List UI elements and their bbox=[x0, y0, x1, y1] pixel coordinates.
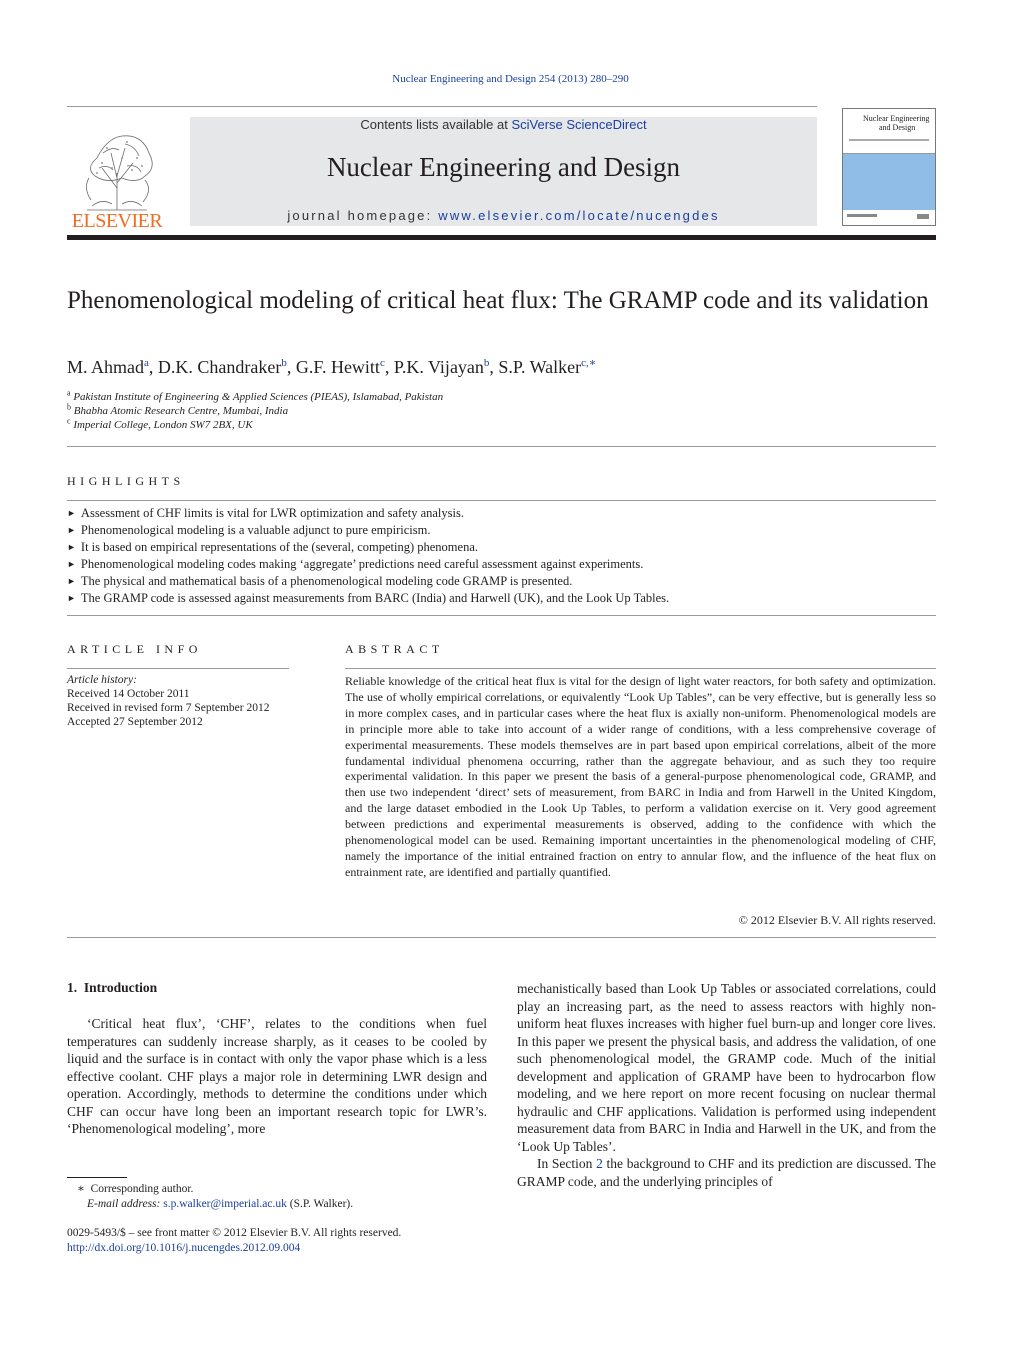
abstract-rule bbox=[345, 668, 936, 669]
email-link[interactable]: s.p.walker@imperial.ac.uk bbox=[163, 1197, 287, 1210]
author-separator: , bbox=[148, 357, 158, 377]
email-suffix: (S.P. Walker). bbox=[286, 1197, 354, 1210]
affiliations-divider bbox=[67, 446, 936, 447]
corresponding-author-label: Corresponding author. bbox=[90, 1183, 194, 1195]
highlight-item: ► It is based on empirical representations of the (several, competing) phenomena. bbox=[67, 539, 936, 556]
top-divider bbox=[67, 106, 817, 107]
affiliation-item bbox=[67, 404, 936, 418]
affiliation-item bbox=[67, 418, 936, 432]
author-affil-sup[interactable]: b bbox=[483, 357, 490, 369]
footnote-rule bbox=[67, 1177, 127, 1178]
header-thick-rule bbox=[67, 235, 936, 240]
affiliation-sup: a bbox=[67, 388, 71, 398]
intro-paragraph bbox=[517, 1155, 936, 1190]
affiliation-text: Bhabha Atomic Research Centre, Mumbai, India bbox=[73, 405, 289, 417]
journal-reference-link[interactable]: Nuclear Engineering and Design 254 (2013) 280–290 bbox=[392, 73, 629, 85]
email-label: E-mail address: bbox=[87, 1197, 164, 1210]
cover-title-line2: and Design bbox=[879, 123, 916, 132]
introduction-left-column: ‘Critical heat flux’, ‘CHF’, relates to the conditions when fuel temperatures can suddenly increase sharply, as it ceases to be cooled by liquid and the surface is in contact with only the vapor phase which is a less effective coolant. CHF plays a major role in determining LWR design and operation. Accordingly, methods to determine the conditions under which CHF can occur have long been an important research topic for LWR’s. ‘Phenomenological modeling’, more bbox=[67, 1016, 487, 1136]
article-history bbox=[67, 673, 292, 729]
contents-prefix: Contents lists available at bbox=[360, 117, 512, 132]
abstract-body: Reliable knowledge of the critical heat flux is vital for the design of light water reactors, for both safety and optimization. The use of wholly empirical correlations, or equivalently “Look Up Tables”, can be very effective, but is generally less so in more complex cases, and in particular cases where the heat flux is axially non-uniform. Phenomenological models are in principle more able to take into account of a wider range of conditions, with a less comprehensive coverage of experimental measurements. These models themselves are in part based upon empirical correlations, albeit of the more fundamental individual phenomena occurring, rather than the aggregate behaviour, and as such they too require experimental validation. In this paper we present the basis of a general-purpose phenomenological code, GRAMP, and then use two independent ‘direct’ sets of measurement, from BARC in India and from Harwell in the United Kingdom, and the large dataset embodied in the Look Up Tables, to perform a validation exercise on it. Very good agreement between predictions and experimental measurements is observed, adding to the confidence with which the phenomenological model can be used. Remaining important uncertainties in the phenomenological modeling of CHF, namely the importance of the initial entrained fraction on entry to annular flow, and the influence of the heat flux on entrainment rate, are identified and partially quantified. bbox=[345, 674, 936, 879]
footnote-marker: ∗ bbox=[77, 1183, 85, 1195]
cover-logo-mark bbox=[917, 214, 929, 219]
intro-text: the background to CHF and its prediction are discussed. The GRAMP code, and the underlying principles of bbox=[517, 1156, 936, 1189]
highlight-item: ► Phenomenological modeling codes making ‘aggregate’ predictions need careful assessment against experiments. bbox=[67, 556, 936, 573]
intro-paragraph: mechanistically based than Look Up Tables or associated correlations, could play an increasing part, as the need to assess reactors with highly non-uniform heat fluxes increases with higher fuel burn-up and longer core lives. In this paper we present the physical basis, and address the validation, of one such phenomenological model, the GRAMP code. Much of the initial development and application of GRAMP have been to hydrocarbon flow modeling, and we here report on more recent focusing on nuclear thermal hydraulic and CHF applications. Validation is performed using independent measurement data from BARC in India and Harwell in the UK, and from the ‘Look Up Tables’. bbox=[517, 981, 936, 1154]
section-heading-introduction bbox=[67, 980, 157, 996]
highlights-heading: HIGHLIGHTS bbox=[67, 474, 185, 488]
revised-date: Received in revised form 7 September 2012 bbox=[67, 702, 270, 714]
journal-name: Nuclear Engineering and Design bbox=[326, 152, 681, 182]
author-separator: , bbox=[286, 357, 296, 377]
email-line bbox=[67, 1197, 487, 1212]
affiliation-text: Pakistan Institute of Engineering & Applied Sciences (PIEAS), Islamabad, Pakistan bbox=[73, 391, 444, 403]
section-number: 1. bbox=[67, 980, 78, 995]
author-affil-sup[interactable]: b bbox=[281, 357, 287, 369]
cover-art bbox=[843, 154, 935, 210]
highlight-item: ► The GRAMP code is assessed against measurements from BARC (India) and Harwell (UK), and the Look Up Tables. bbox=[67, 590, 936, 607]
abstract-copyright: © 2012 Elsevier B.V. All rights reserved. bbox=[738, 913, 936, 927]
cover-publisher-mark bbox=[847, 214, 877, 217]
corresponding-author-line bbox=[67, 1182, 487, 1197]
author-name[interactable]: D.K. Chandraker bbox=[157, 357, 282, 377]
author-name[interactable]: S.P. Walker bbox=[498, 357, 582, 377]
homepage-url-link[interactable]: www.elsevier.com/locate/nucengdes bbox=[438, 208, 720, 223]
affiliation-list bbox=[67, 390, 936, 432]
homepage-prefix: journal homepage: bbox=[287, 208, 439, 223]
affiliation-sup: c bbox=[67, 416, 71, 426]
elsevier-wordmark: ELSEVIER bbox=[71, 210, 163, 232]
affiliation-sup: b bbox=[67, 402, 71, 412]
introduction-right-column bbox=[517, 980, 936, 1190]
journal-homepage-line bbox=[190, 208, 817, 223]
author-name[interactable]: G.F. Hewitt bbox=[295, 357, 380, 377]
highlights-list bbox=[67, 505, 936, 607]
section-title: Introduction bbox=[83, 980, 158, 995]
front-matter bbox=[67, 1226, 487, 1255]
author-affil-sup[interactable]: c,∗ bbox=[581, 357, 597, 369]
intro-text: In Section bbox=[537, 1156, 597, 1171]
author-separator: , bbox=[489, 357, 499, 377]
cover-subtitle-bar bbox=[849, 139, 929, 141]
corresponding-author-footnote bbox=[67, 1182, 487, 1211]
highlight-item: ► Phenomenological modeling is a valuable adjunct to pure empiricism. bbox=[67, 522, 936, 539]
sciencedirect-link[interactable]: SciVerse ScienceDirect bbox=[511, 117, 647, 132]
highlight-item: ► Assessment of CHF limits is vital for LWR optimization and safety analysis. bbox=[67, 505, 936, 522]
affiliation-item bbox=[67, 390, 936, 404]
author-name[interactable]: P.K. Vijayan bbox=[393, 357, 484, 377]
affiliation-text: Imperial College, London SW7 2BX, UK bbox=[73, 419, 253, 431]
received-date: Received 14 October 2011 bbox=[67, 688, 190, 700]
abstract-bottom-rule bbox=[67, 937, 936, 938]
cover-footer bbox=[843, 210, 935, 225]
author-separator: , bbox=[384, 357, 394, 377]
cover-title-line1: Nuclear Engineering bbox=[863, 114, 930, 123]
article-title: Phenomenological modeling of critical heat flux: The GRAMP code and its validation bbox=[67, 287, 929, 314]
article-history-label: Article history: bbox=[67, 674, 137, 686]
abstract-heading: ABSTRACT bbox=[345, 642, 444, 656]
contents-line bbox=[190, 117, 817, 132]
highlights-bottom-rule bbox=[67, 615, 936, 616]
article-info-heading: ARTICLE INFO bbox=[67, 642, 202, 656]
author-affil-sup[interactable]: c bbox=[379, 357, 385, 369]
author-affil-sup[interactable]: a bbox=[144, 357, 149, 369]
section-2-link[interactable]: 2 bbox=[596, 1156, 603, 1171]
highlight-item: ► The physical and mathematical basis of a phenomenological modeling code GRAMP is presented. bbox=[67, 573, 936, 590]
article-info-rule bbox=[67, 668, 289, 669]
author-list bbox=[67, 357, 936, 378]
cover-top bbox=[843, 109, 935, 154]
journal-cover-thumbnail bbox=[842, 108, 936, 226]
doi-link[interactable]: http://dx.doi.org/10.1016/j.nucengdes.2012.09.004 bbox=[67, 1241, 301, 1254]
highlights-rule bbox=[67, 500, 936, 501]
issn-line: 0029-5493/$ – see front matter © 2012 Elsevier B.V. All rights reserved. bbox=[67, 1227, 402, 1239]
cover-title bbox=[863, 114, 929, 132]
accepted-date: Accepted 27 September 2012 bbox=[67, 716, 203, 728]
author-name[interactable]: M. Ahmad bbox=[67, 357, 145, 377]
